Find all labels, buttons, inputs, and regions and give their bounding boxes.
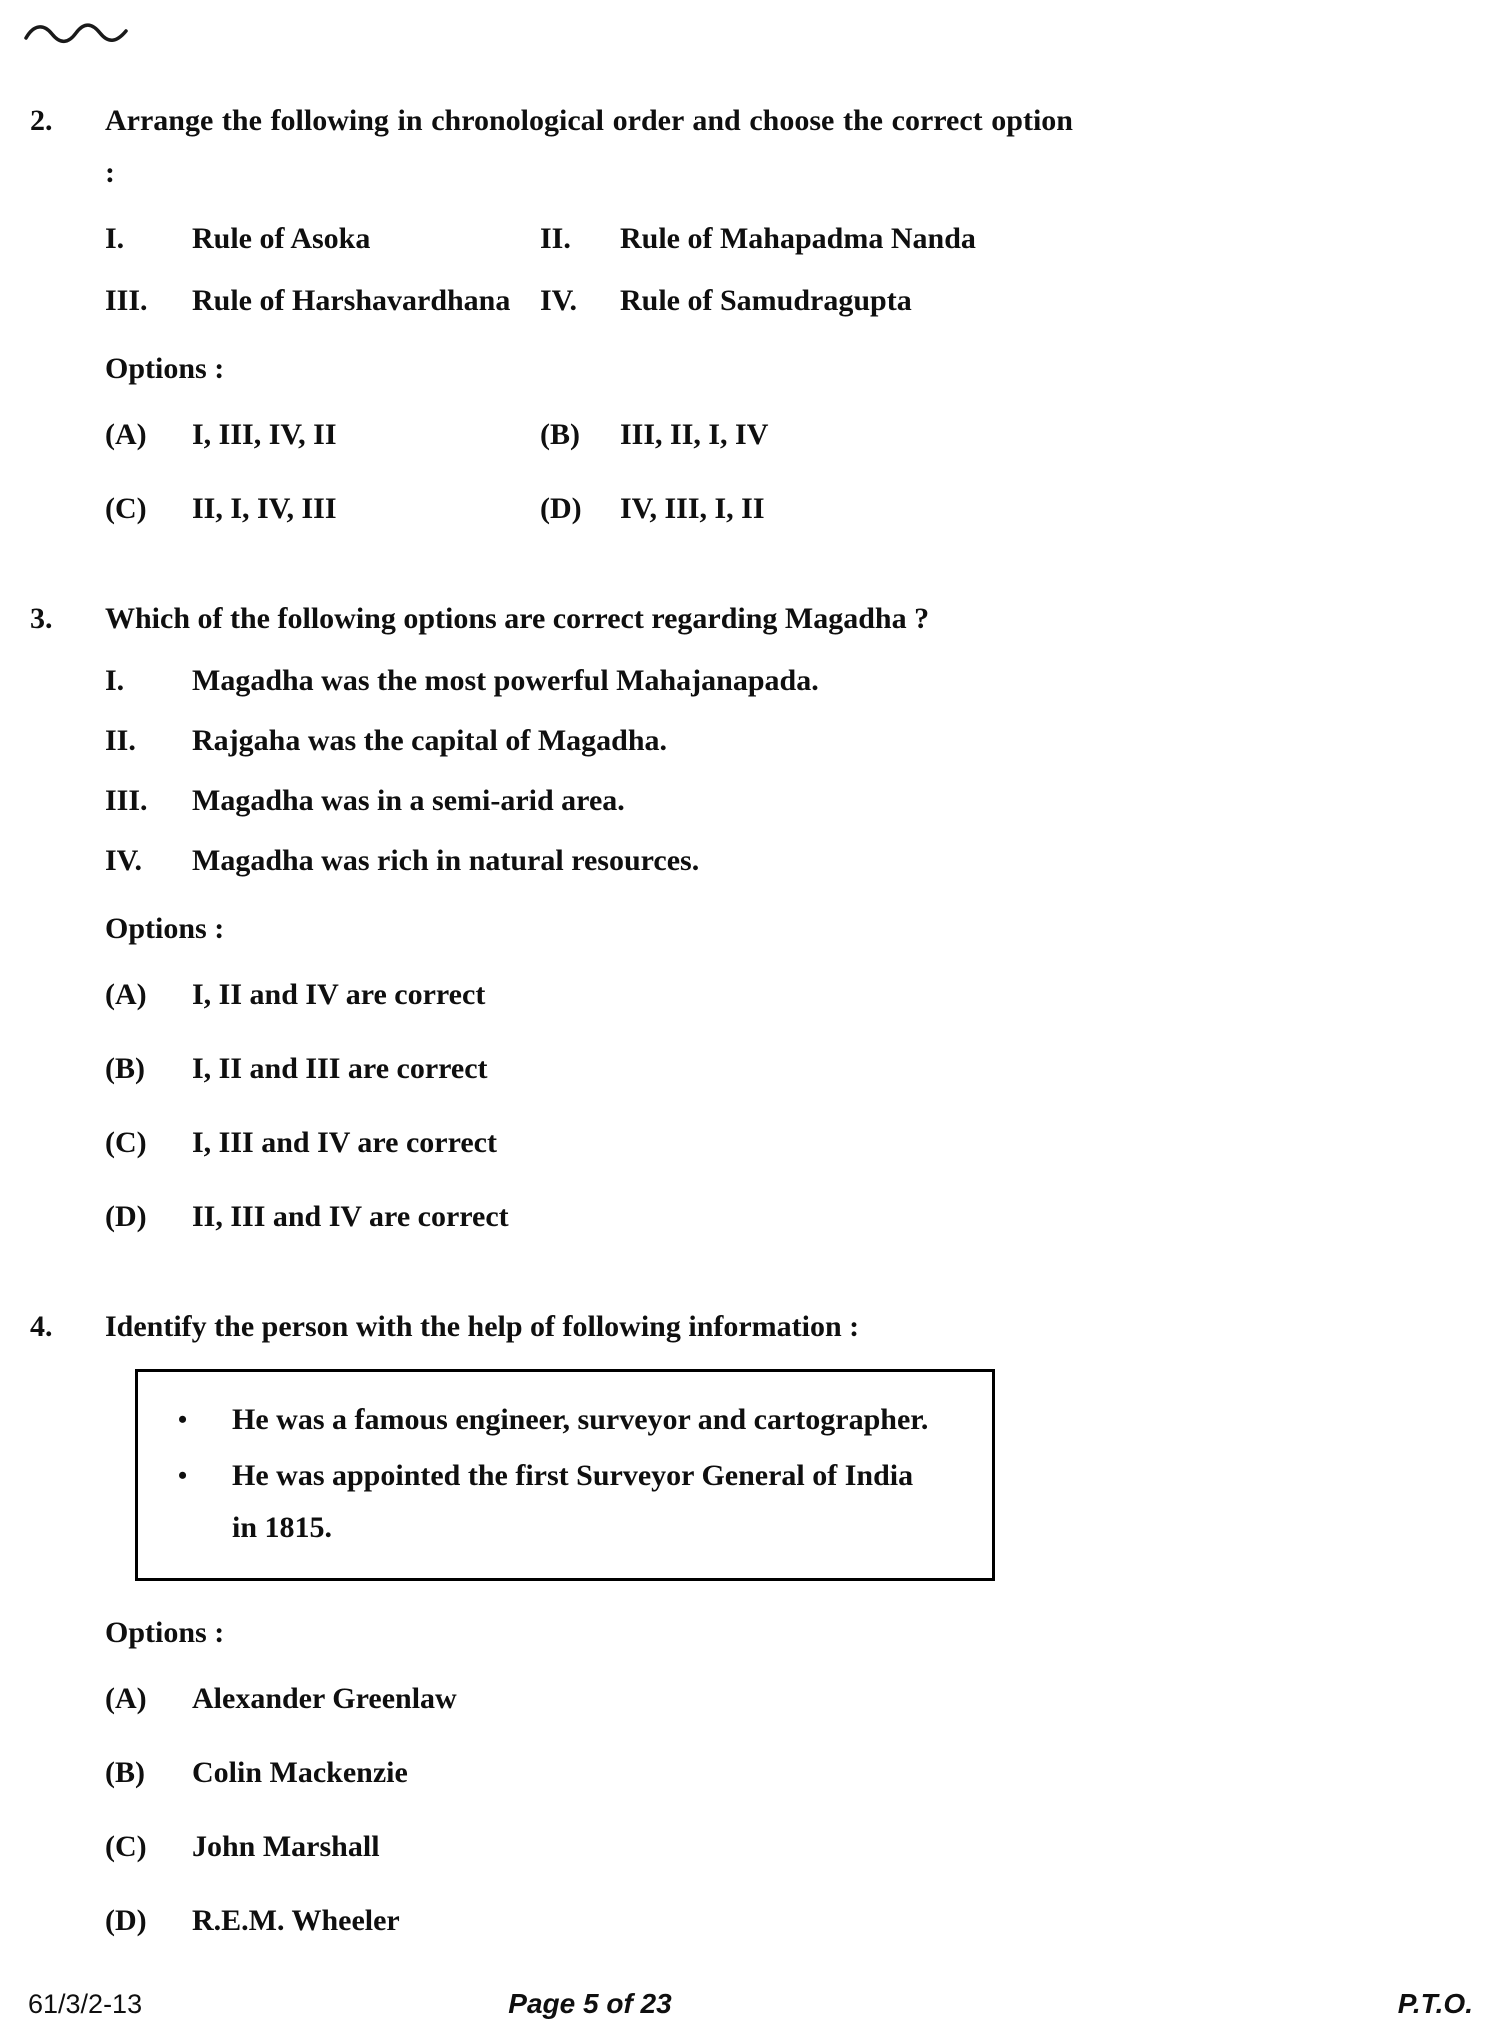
question-3 bbox=[30, 593, 1425, 1243]
bullet-text: He was appointed the first Surveyor General of India in 1815. bbox=[232, 1459, 914, 1544]
option-label: (B) bbox=[105, 1052, 145, 1085]
options-heading: Options : bbox=[105, 1616, 225, 1649]
footer-pto-label: P.T.O. bbox=[1397, 1988, 1473, 2019]
info-box bbox=[135, 1369, 995, 1581]
footer-paper-code: 61/3/2-13 bbox=[28, 1989, 143, 2019]
item-label: IV. bbox=[540, 284, 577, 317]
item-text: Rule of Mahapadma Nanda bbox=[620, 222, 976, 255]
page-footer bbox=[0, 1980, 1505, 2020]
question-options bbox=[105, 969, 1425, 1243]
item-text: Magadha was in a semi-arid area. bbox=[192, 784, 625, 817]
option-text: R.E.M. Wheeler bbox=[192, 1904, 400, 1937]
item-text: Rule of Harshavardhana bbox=[192, 284, 511, 317]
option-label: (A) bbox=[105, 978, 147, 1011]
option-label: (C) bbox=[105, 1126, 147, 1159]
option-text: IV, III, I, II bbox=[620, 492, 765, 525]
item-text: Rajgaha was the capital of Magadha. bbox=[192, 724, 668, 757]
info-bullet bbox=[160, 1450, 970, 1554]
option-text: Alexander Greenlaw bbox=[192, 1682, 457, 1715]
item-label: I. bbox=[105, 222, 125, 255]
options-heading: Options : bbox=[105, 352, 225, 385]
question-number: 3. bbox=[30, 602, 53, 635]
option-label: (B) bbox=[105, 1756, 145, 1789]
question-items bbox=[105, 213, 1425, 327]
question-text: Identify the person with the help of following information : bbox=[105, 1310, 860, 1343]
bullet-text: He was a famous engineer, surveyor and cartographer. bbox=[232, 1403, 929, 1436]
option-text: I, III, IV, II bbox=[192, 418, 337, 451]
squiggle-mark-icon bbox=[22, 16, 132, 55]
option-label: (C) bbox=[105, 1830, 147, 1863]
item-text: Magadha was the most powerful Mahajanapada. bbox=[192, 664, 819, 697]
question-number: 2. bbox=[30, 104, 53, 137]
option-label: (D) bbox=[105, 1200, 147, 1233]
option-text: I, II and IV are correct bbox=[192, 978, 486, 1011]
option-text: II, III and IV are correct bbox=[192, 1200, 509, 1233]
footer-page-number: Page 5 of 23 bbox=[508, 1988, 672, 2019]
question-text: Which of the following options are correct regarding Magadha ? bbox=[105, 602, 930, 635]
bullet-icon: • bbox=[178, 1405, 188, 1434]
option-label: (A) bbox=[105, 418, 147, 451]
item-label: I. bbox=[105, 664, 125, 697]
option-label: (B) bbox=[540, 418, 580, 451]
question-4 bbox=[30, 1301, 1425, 1947]
question-2 bbox=[30, 95, 1425, 535]
option-text: Colin Mackenzie bbox=[192, 1756, 408, 1789]
item-label: II. bbox=[540, 222, 571, 255]
question-text: Arrange the following in chronological order and choose the correct option : bbox=[105, 104, 1073, 189]
option-text: I, II and III are correct bbox=[192, 1052, 488, 1085]
option-label: (C) bbox=[105, 492, 147, 525]
question-items bbox=[105, 655, 1425, 887]
item-text: Magadha was rich in natural resources. bbox=[192, 844, 700, 877]
question-options bbox=[105, 409, 1425, 535]
item-text: Rule of Asoka bbox=[192, 222, 371, 255]
option-text: II, I, IV, III bbox=[192, 492, 337, 525]
item-label: III. bbox=[105, 284, 148, 317]
bullet-icon: • bbox=[178, 1461, 188, 1490]
option-text: John Marshall bbox=[192, 1830, 380, 1863]
item-text: Rule of Samudragupta bbox=[620, 284, 912, 317]
option-label: (A) bbox=[105, 1682, 147, 1715]
item-label: II. bbox=[105, 724, 136, 757]
option-text: I, III and IV are correct bbox=[192, 1126, 497, 1159]
option-label: (D) bbox=[540, 492, 582, 525]
item-label: III. bbox=[105, 784, 148, 817]
question-number: 4. bbox=[30, 1310, 53, 1343]
question-options bbox=[105, 1673, 1425, 1947]
option-text: III, II, I, IV bbox=[620, 418, 769, 451]
info-bullet bbox=[160, 1394, 970, 1446]
item-label: IV. bbox=[105, 844, 142, 877]
option-label: (D) bbox=[105, 1904, 147, 1937]
options-heading: Options : bbox=[105, 912, 225, 945]
